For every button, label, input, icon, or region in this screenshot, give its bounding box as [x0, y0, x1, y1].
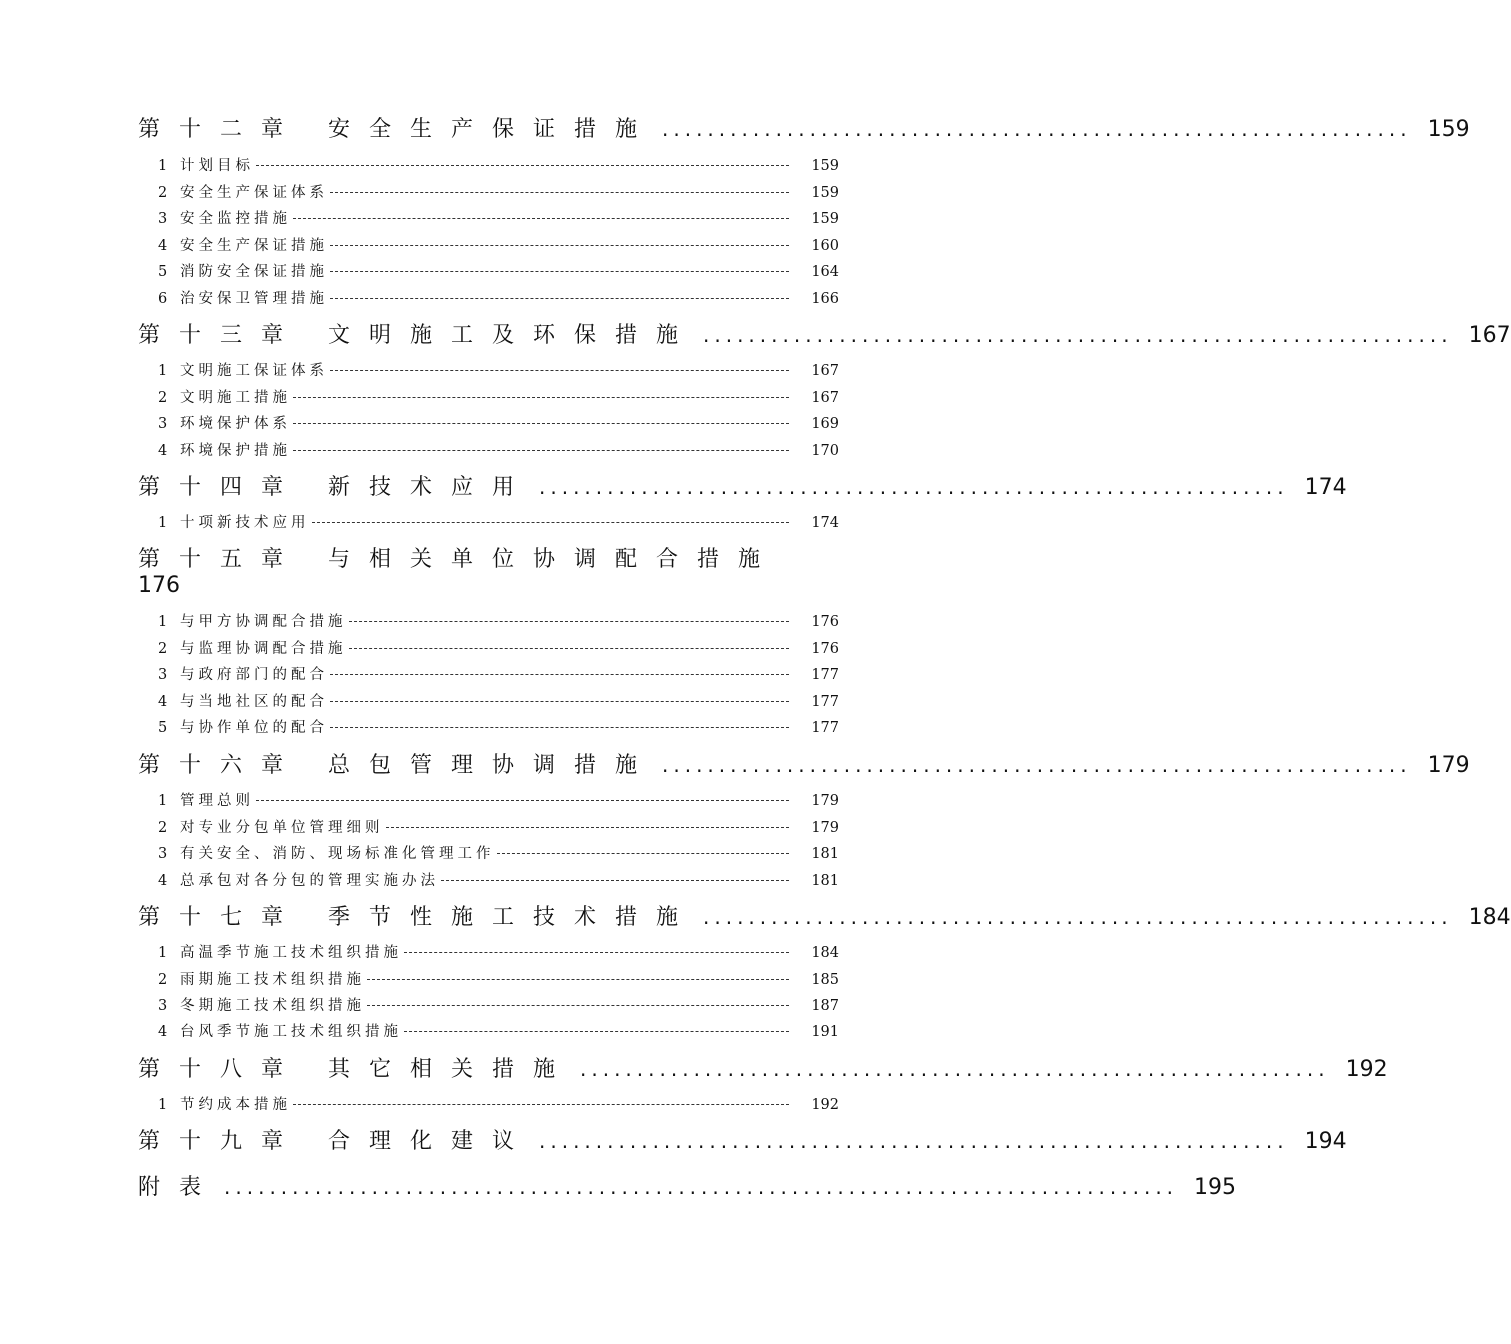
toc-section[interactable]	[158, 234, 839, 255]
section-title: 文明施工措施	[180, 390, 291, 406]
toc-section[interactable]	[158, 359, 839, 380]
toc-chapter-14[interactable]	[138, 470, 1347, 501]
chapter-title: 第十五章 与相关单位协调配合措施	[138, 547, 779, 572]
section-title: 节约成本措施	[180, 1097, 291, 1113]
section-page-number: 179	[811, 820, 839, 836]
section-number: 4	[158, 694, 168, 710]
toc-section[interactable]	[158, 968, 839, 989]
dash-leader	[330, 701, 789, 702]
section-number: 3	[158, 998, 168, 1014]
dot-leader: ..................................................................	[580, 1057, 1330, 1081]
appendix-title: 附表	[138, 1175, 221, 1200]
section-title: 安全生产保证措施	[180, 238, 328, 254]
dot-leader: ..................................................................	[703, 323, 1453, 347]
toc-chapter-13[interactable]	[138, 318, 1511, 349]
appendix-page-number: 195	[1194, 1175, 1237, 1200]
section-title: 与当地社区的配合	[180, 694, 328, 710]
section-page-number: 177	[811, 720, 839, 736]
section-page-number: 176	[811, 641, 839, 657]
toc-section[interactable]	[158, 816, 839, 837]
dot-leader: ..................................................................	[539, 475, 1289, 499]
dash-leader	[330, 245, 789, 246]
section-number: 4	[158, 238, 168, 254]
section-number: 3	[158, 846, 168, 862]
toc-section[interactable]	[158, 511, 839, 532]
section-title: 治安保卫管理措施	[180, 291, 328, 307]
dash-leader	[293, 1104, 789, 1105]
toc-chapter-18[interactable]	[138, 1052, 1388, 1083]
section-number: 1	[158, 614, 168, 630]
section-number: 1	[158, 945, 168, 961]
section-number: 1	[158, 158, 168, 174]
section-number: 2	[158, 820, 168, 836]
section-title: 雨期施工技术组织措施	[180, 972, 365, 988]
dash-leader	[312, 522, 790, 523]
section-page-number: 177	[811, 694, 839, 710]
chapter-page-number: 192	[1345, 1057, 1388, 1082]
section-page-number: 159	[811, 158, 839, 174]
toc-section[interactable]	[158, 1020, 839, 1041]
section-number: 4	[158, 1024, 168, 1040]
section-page-number: 192	[811, 1097, 839, 1113]
dash-leader	[330, 192, 789, 193]
section-page-number: 174	[811, 515, 839, 531]
dash-leader	[404, 952, 789, 953]
dot-leader: ..................................................................	[539, 1129, 1289, 1153]
toc-section[interactable]	[158, 439, 839, 460]
dot-leader: ..................................................................	[662, 753, 1412, 777]
section-title: 计划目标	[180, 158, 254, 174]
section-page-number: 159	[811, 185, 839, 201]
toc-section[interactable]	[158, 690, 839, 711]
toc-section[interactable]	[158, 287, 839, 308]
section-title: 冬期施工技术组织措施	[180, 998, 365, 1014]
section-title: 十项新技术应用	[180, 515, 310, 531]
section-number: 5	[158, 720, 168, 736]
section-page-number: 169	[811, 416, 839, 432]
dash-leader	[293, 397, 789, 398]
toc-section[interactable]	[158, 789, 839, 810]
chapter-title: 第十三章 文明施工及环保措施	[138, 323, 697, 348]
section-page-number: 164	[811, 264, 839, 280]
dash-leader	[404, 1031, 789, 1032]
section-number: 2	[158, 641, 168, 657]
chapter-title: 第十六章 总包管理协调措施	[138, 753, 656, 778]
toc-chapter-15[interactable]	[138, 542, 848, 599]
section-title: 环境保护措施	[180, 443, 291, 459]
chapter-page-number: 174	[1304, 475, 1347, 500]
section-title: 台风季节施工技术组织措施	[180, 1024, 402, 1040]
section-title: 对专业分包单位管理细则	[180, 820, 384, 836]
toc-section[interactable]	[158, 260, 839, 281]
dash-leader	[349, 621, 790, 622]
section-number: 2	[158, 185, 168, 201]
section-number: 2	[158, 972, 168, 988]
section-page-number: 185	[811, 972, 839, 988]
dash-leader	[256, 165, 789, 166]
section-number: 4	[158, 443, 168, 459]
section-title: 消防安全保证措施	[180, 264, 328, 280]
section-title: 安全监控措施	[180, 211, 291, 227]
section-title: 安全生产保证体系	[180, 185, 328, 201]
dot-leader: ..................................................................	[662, 117, 1412, 141]
toc-section[interactable]	[158, 207, 839, 228]
dash-leader	[386, 827, 790, 828]
section-title: 与监理协调配合措施	[180, 641, 347, 657]
section-page-number: 176	[811, 614, 839, 630]
dash-leader	[330, 727, 789, 728]
section-page-number: 159	[811, 211, 839, 227]
dash-leader	[256, 800, 789, 801]
section-title: 管理总则	[180, 793, 254, 809]
section-number: 5	[158, 264, 168, 280]
toc-section[interactable]	[158, 181, 839, 202]
dash-leader	[330, 298, 789, 299]
chapter-page-number: 194	[1304, 1129, 1347, 1154]
dash-leader	[293, 218, 789, 219]
section-number: 1	[158, 363, 168, 379]
section-page-number: 166	[811, 291, 839, 307]
toc-section[interactable]	[158, 1093, 839, 1114]
chapter-page-number: 167	[1468, 323, 1511, 348]
section-page-number: 167	[811, 390, 839, 406]
toc-section[interactable]	[158, 637, 839, 658]
section-page-number: 191	[811, 1024, 839, 1040]
section-number: 4	[158, 873, 168, 889]
section-number: 1	[158, 515, 168, 531]
toc-section[interactable]	[158, 610, 839, 631]
dash-leader	[330, 271, 789, 272]
dash-leader	[293, 423, 789, 424]
chapter-title: 第十九章 合理化建议	[138, 1129, 533, 1154]
toc-chapter-16[interactable]	[138, 748, 1470, 779]
section-title: 与政府部门的配合	[180, 667, 328, 683]
chapter-page-number: 179	[1427, 753, 1470, 778]
dash-leader	[497, 853, 790, 854]
section-page-number: 177	[811, 667, 839, 683]
section-page-number: 181	[811, 873, 839, 889]
section-number: 3	[158, 416, 168, 432]
toc-section[interactable]	[158, 412, 839, 433]
section-page-number: 167	[811, 363, 839, 379]
toc-section[interactable]	[158, 663, 839, 684]
chapter-title: 第十八章 其它相关措施	[138, 1057, 574, 1082]
dash-leader	[367, 979, 789, 980]
dash-leader	[330, 370, 789, 371]
dash-leader	[293, 450, 789, 451]
section-page-number: 170	[811, 443, 839, 459]
section-title: 与甲方协调配合措施	[180, 614, 347, 630]
section-number: 1	[158, 793, 168, 809]
chapter-page-number: 159	[1427, 117, 1470, 142]
dash-leader	[367, 1005, 789, 1006]
section-number: 3	[158, 667, 168, 683]
dot-leader: ..................................................................	[703, 905, 1453, 929]
toc-section[interactable]	[158, 716, 839, 737]
section-title: 与协作单位的配合	[180, 720, 328, 736]
chapter-title: 第十四章 新技术应用	[138, 475, 533, 500]
dash-leader	[441, 880, 789, 881]
section-title: 有关安全、消防、现场标准化管理工作	[180, 846, 495, 862]
toc-section[interactable]	[158, 386, 839, 407]
dash-leader	[330, 674, 789, 675]
section-page-number: 160	[811, 238, 839, 254]
section-page-number: 184	[811, 945, 839, 961]
dot-leader: ....................................................................................	[224, 1175, 1179, 1199]
chapter-title: 第十七章 季节性施工技术措施	[138, 905, 697, 930]
section-title: 文明施工保证体系	[180, 363, 328, 379]
section-title: 总承包对各分包的管理实施办法	[180, 873, 439, 889]
section-number: 6	[158, 291, 168, 307]
toc-section[interactable]	[158, 154, 839, 175]
toc-section[interactable]	[158, 869, 839, 890]
chapter-title: 第十二章 安全生产保证措施	[138, 117, 656, 142]
toc-chapter-12[interactable]	[138, 112, 1470, 143]
section-title: 高温季节施工技术组织措施	[180, 945, 402, 961]
toc-chapter-19[interactable]	[138, 1124, 1347, 1155]
section-title: 环境保护体系	[180, 416, 291, 432]
section-page-number: 181	[811, 846, 839, 862]
section-page-number: 179	[811, 793, 839, 809]
toc-chapter-17[interactable]	[138, 900, 1511, 931]
toc-section[interactable]	[158, 994, 839, 1015]
chapter-page-number: 184	[1468, 905, 1511, 930]
section-number: 1	[158, 1097, 168, 1113]
toc-section[interactable]	[158, 941, 839, 962]
toc-appendix[interactable]	[138, 1170, 1237, 1201]
section-number: 2	[158, 390, 168, 406]
dash-leader	[349, 648, 790, 649]
toc-section[interactable]	[158, 842, 839, 863]
section-number: 3	[158, 211, 168, 227]
section-page-number: 187	[811, 998, 839, 1014]
chapter-page-number: 176	[138, 573, 180, 598]
